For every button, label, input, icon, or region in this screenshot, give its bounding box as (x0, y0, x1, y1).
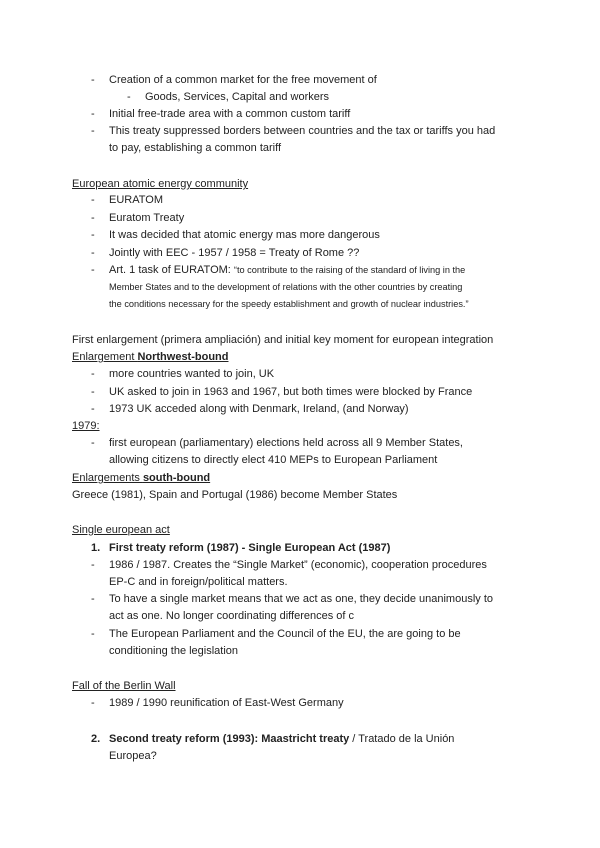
text-line (109, 262, 465, 279)
bullet-dash: - (91, 368, 95, 380)
bullet-dash: - (91, 628, 95, 640)
text-line: To have a single market means that we act as one, they decide unanimously to (109, 593, 493, 605)
treaty-reform-heading (109, 731, 454, 748)
heading-bold: Northwest-bound (137, 351, 229, 363)
text-line: allowing citizens to directly elect 410 MEPs to European Parliament (109, 454, 438, 466)
bullet-dash: - (91, 212, 95, 224)
bullet-dash: - (91, 593, 95, 605)
text-prefix: Art. 1 task of EURATOM: (109, 264, 234, 276)
list-number: 1. (91, 542, 101, 554)
bullet-dash: - (91, 437, 95, 449)
text-line: Euratom Treaty (109, 212, 185, 224)
text-line: act as one. No longer coordinating differences of c (109, 610, 355, 622)
bullet-dash: - (91, 125, 95, 137)
bullet-dash: - (91, 264, 95, 276)
heading-bold: south-bound (142, 472, 211, 484)
section-heading: European atomic energy community (72, 178, 249, 190)
text-line: 1986 / 1987. Creates the “Single Market” (economic), cooperation procedures (109, 559, 487, 571)
text-line: The European Parliament and the Council of the EU, the are going to be (109, 628, 461, 640)
bullet-dash: - (91, 194, 95, 206)
text-line: This treaty suppressed borders between countries and the tax or tariffs you had (109, 125, 496, 137)
text-line: Europea? (109, 750, 157, 762)
text-line: UK asked to join in 1963 and 1967, but both times were blocked by France (109, 386, 473, 398)
text-line: 1973 UK acceded along with Denmark, Ireland, (and Norway) (109, 403, 409, 415)
section-heading (72, 349, 228, 366)
text-line: conditioning the legislation (109, 645, 239, 657)
bullet-dash: - (91, 247, 95, 259)
bullet-dash: - (91, 403, 95, 415)
text-line: more countries wanted to join, UK (109, 368, 275, 380)
section-heading (72, 470, 210, 487)
text-line: EURATOM (109, 194, 163, 206)
text-line: 1989 / 1990 reunification of East-West Germany (109, 697, 344, 709)
heading-label: Enlargement (72, 351, 138, 363)
year-heading: 1979: (72, 420, 100, 432)
bullet-dash: - (91, 229, 95, 241)
bullet-dash: - (91, 108, 95, 120)
text-line: Initial free-trade area with a common custom tariff (109, 108, 351, 120)
bullet-dash: - (91, 74, 95, 86)
treaty-reform-heading: First treaty reform (1987) - Single European Act (1987) (109, 542, 391, 554)
section-heading: Single european act (72, 524, 170, 536)
quote-text: Member States and to the development of relations with the other countries by creating (109, 282, 463, 292)
text-line: Goods, Services, Capital and workers (145, 91, 330, 103)
text-line: to pay, establishing a common tariff (109, 142, 282, 154)
quote-text: the conditions necessary for the speedy establishment and growth of nuclear industries.” (109, 299, 469, 309)
bullet-dash: - (127, 91, 131, 103)
text-line: Creation of a common market for the free movement of (109, 74, 377, 86)
section-heading: Fall of the Berlin Wall (72, 680, 176, 692)
bullet-dash: - (91, 697, 95, 709)
text-line: first european (parliamentary) elections held across all 9 Member States, (109, 437, 463, 449)
quote-text: “to contribute to the raising of the standard of living in the (233, 265, 466, 275)
bullet-dash: - (91, 559, 95, 571)
heading-bold: Second treaty reform (1993): Maastricht treaty (109, 733, 350, 745)
heading-rest: / Tratado de la Unión (349, 733, 455, 745)
text-line: First enlargement (primera ampliación) and initial key moment for european integration (72, 334, 494, 346)
text-line: Greece (1981), Spain and Portugal (1986) become Member States (72, 489, 398, 501)
list-number: 2. (91, 733, 101, 745)
text-line: EP-C and in foreign/political matters. (109, 576, 288, 588)
text-line: It was decided that atomic energy mas more dangerous (109, 229, 380, 241)
heading-label: Enlargements (72, 472, 143, 484)
text-line: Jointly with EEC - 1957 / 1958 = Treaty of Rome ?? (109, 247, 360, 259)
bullet-dash: - (91, 386, 95, 398)
